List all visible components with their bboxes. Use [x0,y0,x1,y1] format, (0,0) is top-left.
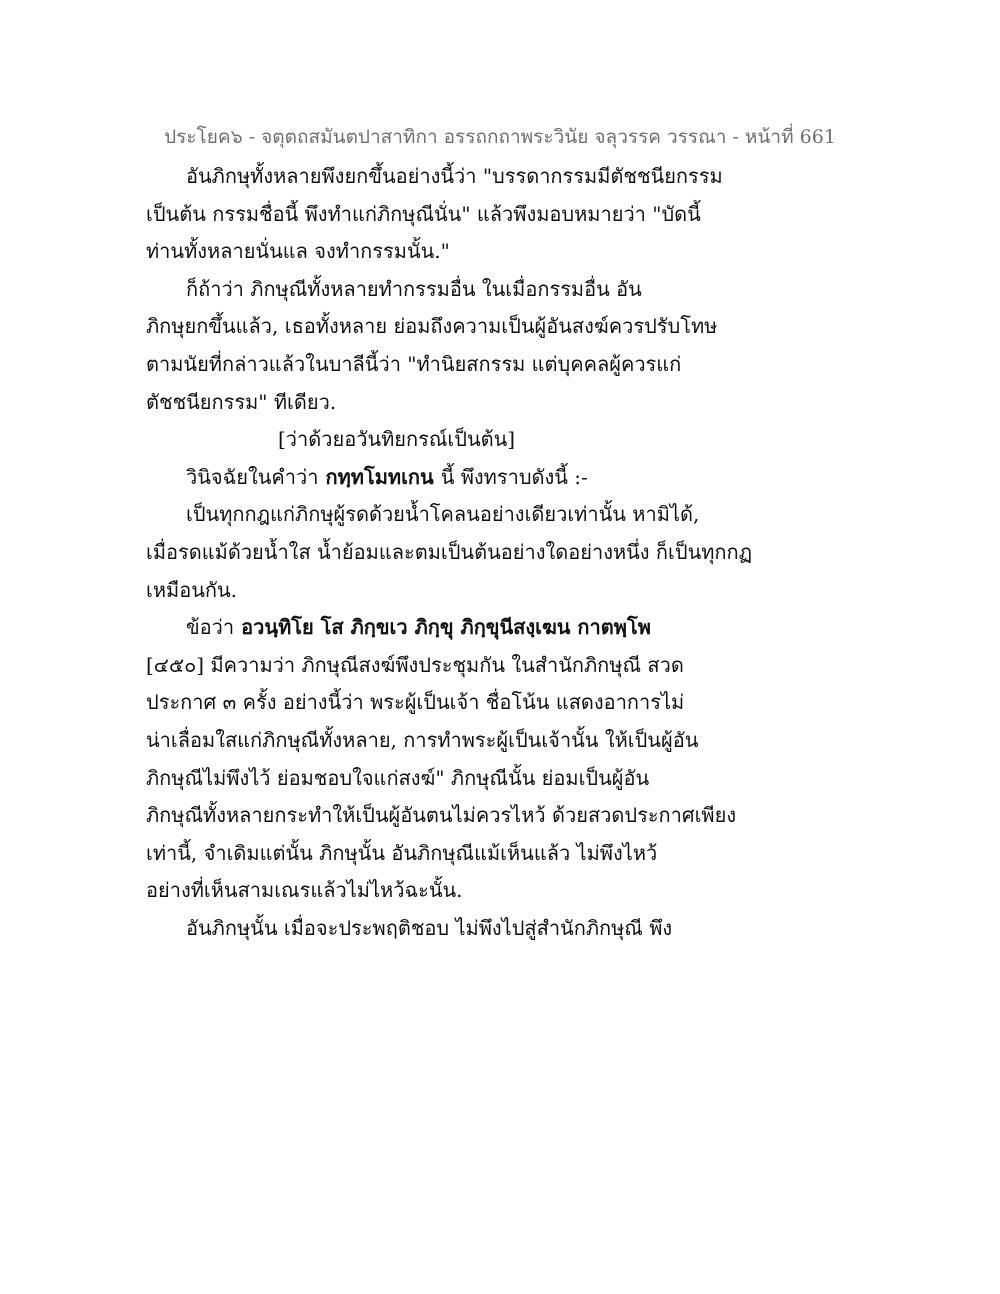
paragraph-line: ตัชชนียกรรม" ทีเดียว. [146,389,337,414]
bold-term: กทฺทโมทเกน [325,464,434,489]
paragraph-line: อันภิกษุนั้น เมื่อจะประพฤติชอบ ไม่พึงไปสู่สำนักภิกษุณี พึง [186,915,673,940]
page-header: ประโยค๖ - จตุตถสมันตปาสาทิกา อรรถกถาพระวินัย จลุวรรค วรรณา - หน้าที่ 661 [164,126,836,148]
paragraph-line: ภิกษุณีไม่พึงไว้ ย่อมชอบใจแก่สงฆ์" ภิกษุณีนั้น ย่อมเป็นผู้อัน [146,765,650,790]
paragraph-line: เป็นต้น กรรมชื่อนี้ พึงทำแก่ภิกษุณีนั่น" แล้วพึงมอบหมายว่า "บัดนี้ [146,201,701,226]
paragraph-line: ตามนัยที่กล่าวแล้วในบาลีนี้ว่า "ทำนิยสกรรม แต่บุคคลผู้ควรแก่ [146,351,682,376]
section-heading: [ว่าด้วยอวันทิยกรณ์เป็นต้น] [278,427,516,452]
paragraph-line: [๔๕๐] มีความว่า ภิกษุณีสงฆ์พึงประชุมกัน ในสำนักภิกษุณี สวด [146,652,684,677]
paragraph-line: เหมือนกัน. [146,577,238,602]
paragraph-line: เมื่อรดแม้ด้วยน้ำใส น้ำย้อมและตมเป็นต้นอย่างใดอย่างหนึ่ง ก็เป็นทุกกฏ [146,539,753,564]
line-text: วินิจฉัยในคำว่า [186,464,319,489]
paragraph-line [146,609,866,647]
paragraph-line: ภิกษุยกขึ้นแล้ว, เธอทั้งหลาย ย่อมถึงความเป็นผู้อันสงฆ์ควรปรับโทษ [146,314,718,339]
line-text: ข้อว่า [186,615,235,640]
line-text: นี้ พึงทราบดังนี้ :- [440,464,588,489]
bold-term: อวนฺทิโย โส ภิกฺขเว ภิกฺขุ ภิกฺขุนีสงฺเฆน กาตพฺโพ [241,615,651,640]
page-body [146,158,866,947]
paragraph-line: ภิกษุณีทั้งหลายกระทำให้เป็นผู้อันตนไม่ควรไหว้ ด้วยสวดประกาศเพียง [146,803,737,828]
paragraph-line: ประกาศ ๓ ครั้ง อย่างนี้ว่า พระผู้เป็นเจ้า ชื่อโน้น แสดงอาการไม่ [146,690,685,715]
paragraph-line: อันภิกษุทั้งหลายพึงยกขึ้นอย่างนี้ว่า "บรรดากรรมมีตัชชนียกรรม [186,164,723,188]
paragraph-line: ก็ถ้าว่า ภิกษุณีทั้งหลายทำกรรมอื่น ในเมื่อกรรมอื่น อัน [186,276,642,301]
paragraph-line [146,459,866,497]
paragraph-line: เป็นทุกกฎแก่ภิกษุผู้รดด้วยน้ำโคลนอย่างเดียวเท่านั้น หามิได้, [186,502,700,527]
paragraph-line: เท่านี้, จำเดิมแต่นั้น ภิกษุนั้น อันภิกษุณีแม้เห็นแล้ว ไม่พึงไหว้ [146,840,658,865]
paragraph-line: น่าเลื่อมใสแก่ภิกษุณีทั้งหลาย, การทำพระผู้เป็นเจ้านั้น ให้เป็นผู้อัน [146,727,699,752]
paragraph-line: ท่านทั้งหลายนั่นแล จงทำกรรมนั้น." [146,239,450,264]
paragraph-line: อย่างที่เห็นสามเณรแล้วไม่ไหว้ฉะนั้น. [146,878,463,903]
